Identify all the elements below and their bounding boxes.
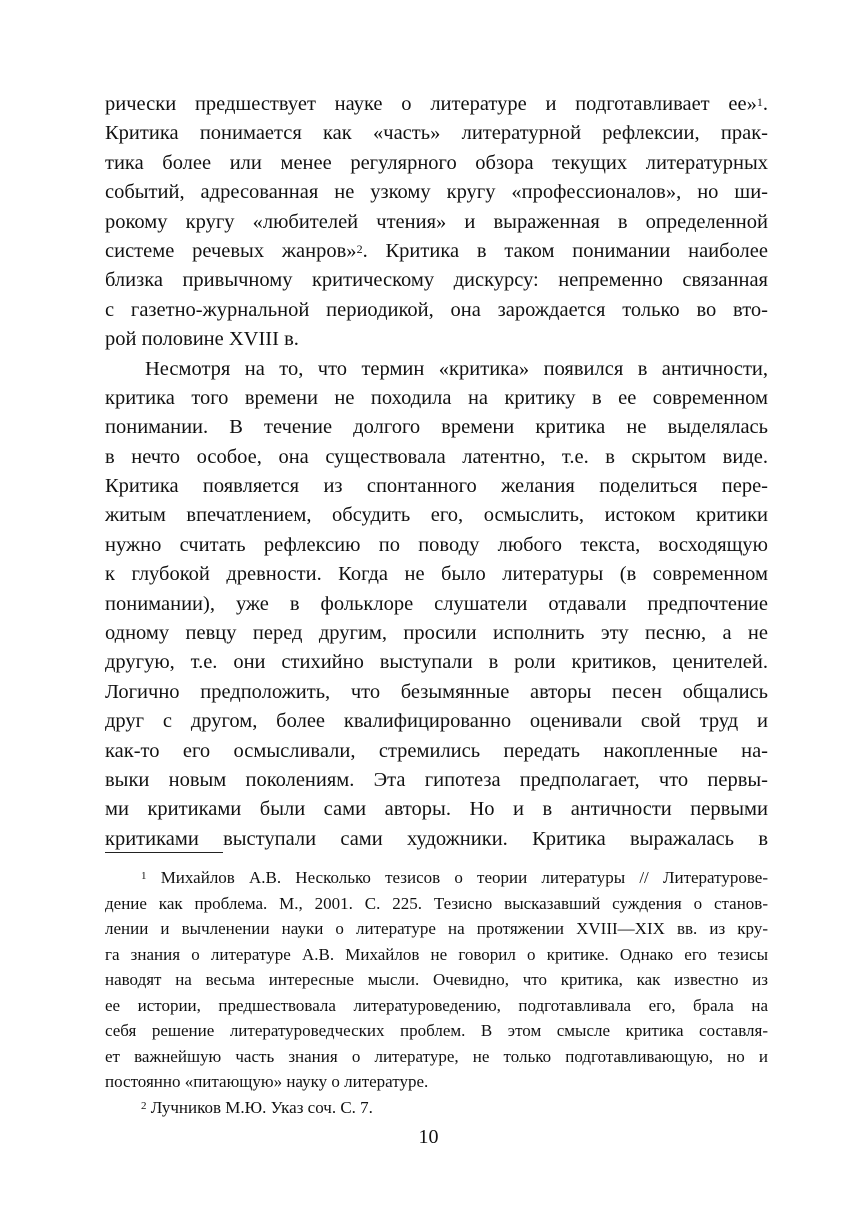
footnote-1-line: ет важнейшую часть знания о литературе, не только подготавливающую, но и: [105, 1046, 768, 1066]
text-line: системе речевых жанров»$^2$. Критика в таком понимании наиболее: [105, 239, 768, 262]
footnote-1-line: себя решение литературоведческих проблем. В этом смысле критика составля-: [105, 1021, 768, 1040]
text-line: как-то его осмысливали, стремились передать накопленные на-: [105, 739, 768, 762]
footnote-1-line: $^1$ Михайлов А.В. Несколько тезисов о теории литературы // Литературове-: [141, 868, 769, 887]
footnote-divider: [105, 852, 223, 853]
main-text: [105, 90, 768, 854]
text-line: одному певцу перед другим, просили исполнить эту песню, а не: [105, 622, 768, 645]
text-line: ми критиками были сами авторы. Но и в античности первыми: [105, 798, 768, 821]
text-line: с газетно-журнальной периодикой, она зарождается только во вто-: [105, 298, 768, 321]
text-line: понимании. В течение долгого времени критика не выделялась: [105, 416, 768, 439]
text-line: рически предшествует науке о литературе и подготавливает ее»$^1$.: [105, 93, 768, 115]
footnote-ref-2[interactable]: 2: [356, 241, 363, 256]
text-line: к глубокой древности. Когда не было литературы (в современном: [105, 563, 768, 586]
text-line: понимании), уже в фольклоре слушатели отдавали предпочтение: [105, 592, 768, 615]
text-line: Критика понимается как «часть» литературной рефлексии, прак-: [105, 122, 768, 145]
text-line: друг с другом, более квалифицированно оценивали свой труд и: [105, 710, 768, 733]
footnotes: [105, 865, 768, 1120]
footnote-ref-1[interactable]: 1: [756, 95, 763, 109]
footnote-1-line: га знания о литературе А.В. Михайлов не говорил о критике. Однако его тезисы: [105, 944, 768, 964]
footnote-mark-2: 2: [141, 1099, 147, 1112]
text-line: критиками выступали сами художники. Критика выражалась в: [105, 827, 768, 850]
text-line: нужно считать рефлексию по поводу любого текста, восходящую: [105, 533, 768, 556]
text-line: критика того времени не походила на критику в ее современном: [105, 386, 768, 409]
text-line: Несмотря на то, что термин «критика» появился в античности,: [145, 357, 768, 380]
text-line: рой половине XVIII в.: [105, 328, 299, 351]
footnote-mark-1: 1: [141, 870, 147, 882]
footnote-1-line: лении и вычленении науки о литературе на протяжении XVIII—XIX вв. из кру-: [105, 919, 768, 938]
text-line: событий, адресованная не узкому кругу «профессионалов», но ши-: [105, 181, 768, 204]
text-line: выки новым поколениям. Эта гипотеза предполагает, что первы-: [105, 768, 768, 791]
text-line: житым впечатлением, обсудить его, осмыслить, истоком критики: [105, 504, 768, 527]
page-number: 10: [418, 1126, 439, 1148]
text-line: рокому кругу «любителей чтения» и выраженная в определенной: [105, 210, 768, 233]
text-line: другую, т.е. они стихийно выступали в роли критиков, ценителей.: [105, 651, 768, 674]
footnote-1-line: ее истории, предшествовала литературоведению, подготавливала его, брала на: [105, 995, 768, 1015]
book-page: [105, 90, 769, 1117]
text-line: Критика появляется из спонтанного желания поделиться пере-: [105, 475, 768, 498]
text-line: в нечто особое, она существовала латентно, т.е. в скрытом виде.: [105, 445, 768, 468]
footnote-2-line: $^2$ Лучников М.Ю. Указ соч. С. 7.: [141, 1097, 373, 1117]
footnote-1-line: постоянно «питающую» науку о литературе.: [105, 1072, 429, 1091]
footnote-1-line: дение как проблема. М., 2001. С. 225. Тезисно высказавший суждения о станов-: [105, 893, 768, 913]
text-line: близка привычному критическому дискурсу: непременно связанная: [105, 269, 768, 292]
footnote-1-line: наводят на весьма интересные мысли. Очевидно, что критика, как известно из: [105, 970, 768, 989]
text-line: тика более или менее регулярного обзора текущих литературных: [105, 151, 768, 174]
text-line: Логично предположить, что безымянные авторы песен общались: [105, 680, 768, 703]
